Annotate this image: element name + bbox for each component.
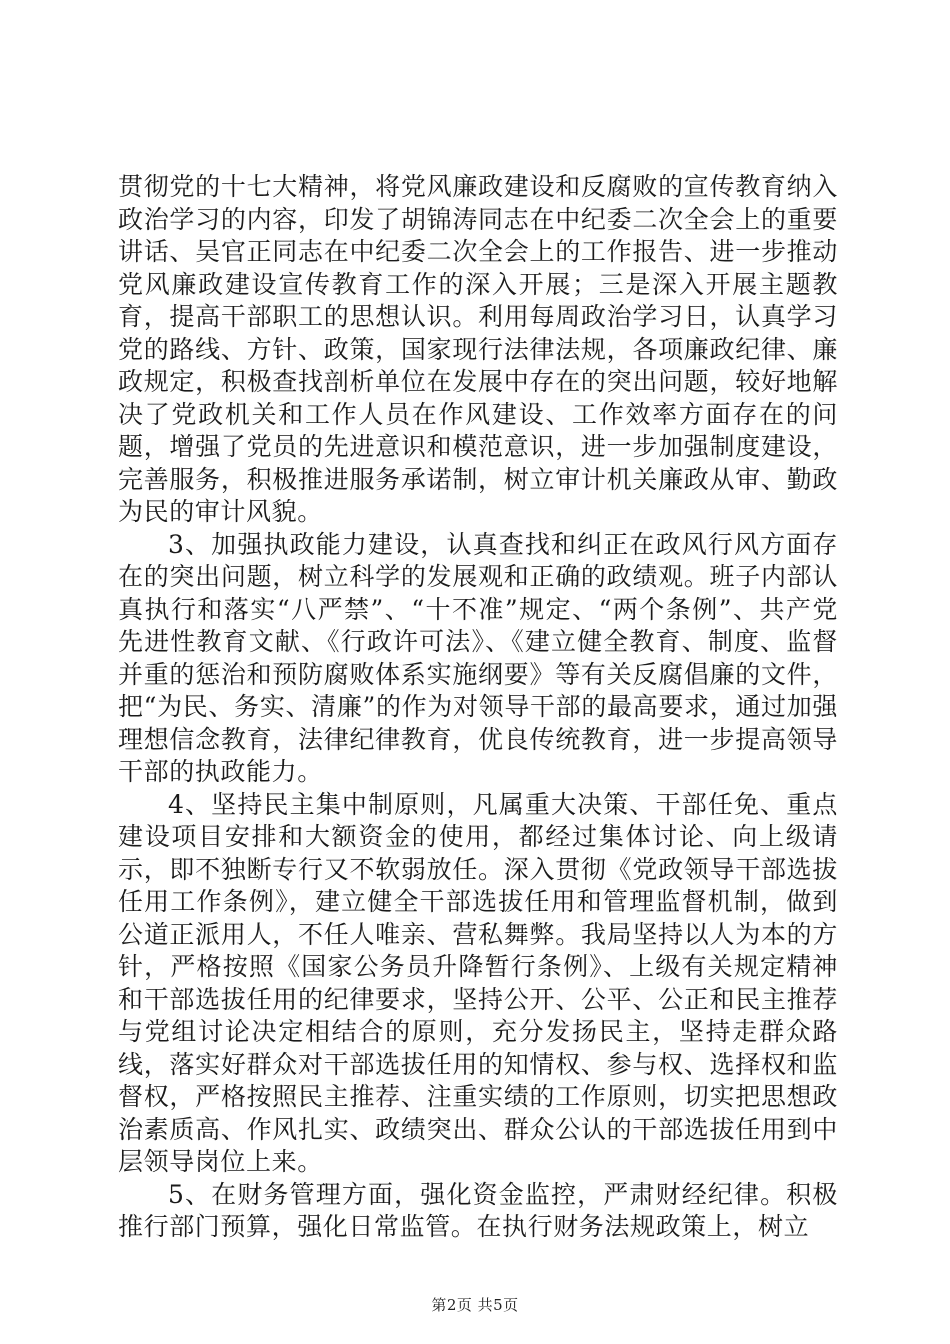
page-number-footer: 第2页 共5页 <box>431 1296 519 1314</box>
paragraph-4: 4、坚持民主集中制原则，凡属重大决策、干部任免、重点建设项目安排和大额资金的使用，都经过集体讨论、向上级请示，即不独断专行又不软弱放任。深入贯彻《党政领导干部选拔任用工作条例》，建立健全干部选拔任用和管理监督机制，做到公道正派用人，不任人唯亲、营私舞弊。我局坚持以人为本的方针，严格按照《国家公务员升降暂行条例》、上级有关规定精神和干部选拔任用的纪律要求，坚持公开、公平、公正和民主推荐与党组讨论决定相结合的原则，充分发扬民主，坚持走群众路线，落实好群众对干部选拔任用的知情权、参与权、选择权和监督权，严格按照民主推荐、注重实绩的工作原则，切实把思想政治素质高、作风扎实、政绩突出、群众公认的干部选拔任用到中层领导岗位上来。 <box>118 789 838 1176</box>
paragraph-3: 3、加强执政能力建设，认真查找和纠正在政风行风方面存在的突出问题，树立科学的发展观和正确的政绩观。班子内部认真执行和落实“八严禁”、“十不准”规定、“两个条例”、共产党先进性教育文献、《行政许可法》、《建立健全教育、制度、监督并重的惩治和预防腐败体系实施纲要》等有关反腐倡廉的文件，把“为民、务实、清廉”的作为对领导干部的最高要求，通过加强理想信念教育，法律纪律教育，优良传统教育，进一步提高领导干部的执政能力。 <box>118 529 838 786</box>
document-body <box>118 171 838 1244</box>
paragraph-continuation: 贯彻党的十七大精神，将党风廉政建设和反腐败的宣传教育纳入政治学习的内容，印发了胡锦涛同志在中纪委二次全会上的重要讲话、吴官正同志在中纪委二次全会上的工作报告、进一步推动党风廉政建设宣传教育工作的深入开展；三是深入开展主题教育，提高干部职工的思想认识。利用每周政治学习日，认真学习党的路线、方针、政策，国家现行法律法规，各项廉政纪律、廉政规定，积极查找剖析单位在发展中存在的突出问题，较好地解决了党政机关和工作人员在作风建设、工作效率方面存在的问题，增强了党员的先进意识和模范意识，进一步加强制度建设，完善服务，积极推进服务承诺制，树立审计机关廉政从审、勤政为民的审计风貌。 <box>118 172 838 526</box>
paragraph-5: 5、在财务管理方面，强化资金监控，严肃财经纪律。积极推行部门预算，强化日常监管。在执行财务法规政策上，树立 <box>118 1179 838 1241</box>
